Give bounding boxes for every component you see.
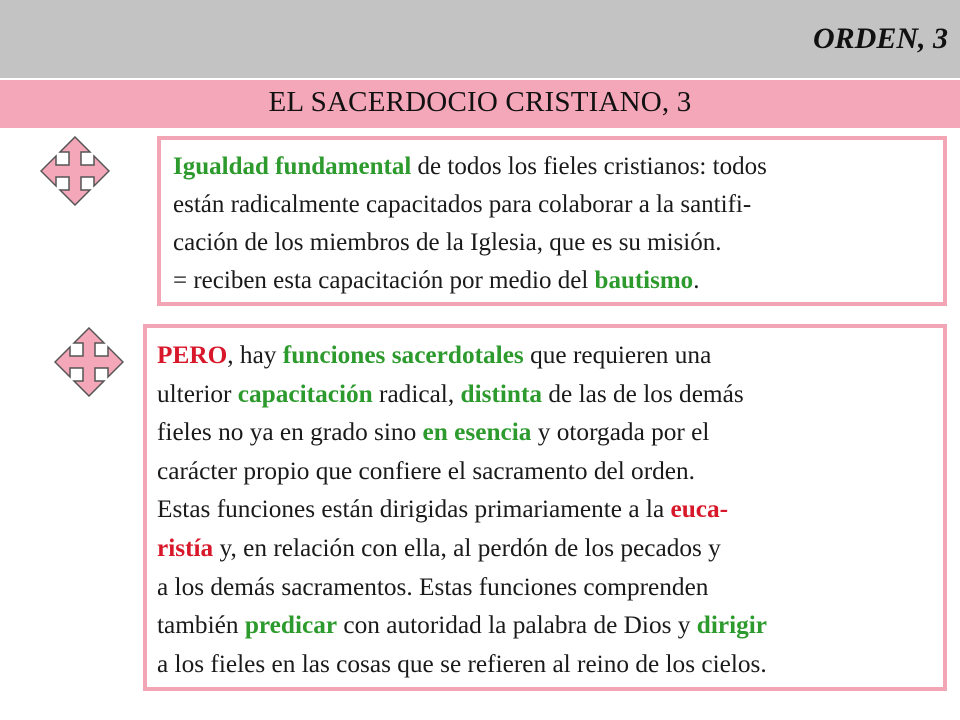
- four-way-arrow-icon: [54, 327, 124, 397]
- page-title: EL SACERDOCIO CRISTIANO, 3: [268, 86, 692, 118]
- box2-text: Estas funciones están dirigidas primariamente a la: [157, 495, 671, 524]
- highlight-eucaristia-1: euca-: [670, 495, 729, 524]
- box1-text: .: [693, 267, 700, 294]
- highlight-dirigir: dirigir: [696, 611, 768, 640]
- highlight-capacitacion: capacitación: [237, 379, 373, 408]
- box2-line-8: [157, 606, 943, 645]
- box2-line-4: carácter propio que confiere el sacramento del orden.: [157, 456, 695, 485]
- box2-line-5: [157, 490, 943, 529]
- highlight-predicar: predicar: [244, 611, 338, 640]
- box2-line-9: a los fieles en las cosas que se refieren al reino de los cielos.: [157, 649, 767, 678]
- text-box-pero: [143, 324, 947, 691]
- box2-text: , hay: [227, 341, 283, 369]
- highlight-eucaristia-2: ristía: [157, 533, 214, 562]
- box1-text: de todos los fieles cristianos: todos: [411, 153, 767, 180]
- box2-line-6: [157, 529, 943, 568]
- four-way-arrow-icon: [40, 136, 110, 206]
- box2-line-1: [157, 336, 943, 375]
- highlight-distinta: distinta: [460, 379, 543, 408]
- box1-line-1: [173, 148, 943, 186]
- box2-text: y, en relación con ella, al perdón de los pecados y: [213, 533, 721, 562]
- highlight-pero: PERO: [157, 341, 228, 369]
- box2-text: de las de los demás: [542, 379, 744, 408]
- box1-line-3: cación de los miembros de la Iglesia, que es su misión.: [173, 229, 722, 256]
- box2-line-7: a los demás sacramentos. Estas funciones comprenden: [157, 572, 709, 601]
- corner-title: ORDEN, 3: [812, 22, 948, 55]
- box2-text: radical,: [372, 379, 461, 408]
- box2-line-2: [157, 375, 943, 414]
- highlight-funciones-sacerdotales: funciones sacerdotales: [282, 341, 524, 369]
- highlight-bautismo: bautismo: [594, 267, 694, 294]
- box2-text: con autoridad la palabra de Dios y: [337, 611, 697, 640]
- box1-line-4: [173, 262, 943, 300]
- box2-text: que requieren una: [523, 341, 712, 369]
- box2-line-3: [157, 413, 943, 452]
- box2-text: ulterior: [157, 379, 238, 408]
- box2-text: y otorgada por el: [531, 418, 710, 447]
- box1-text: = reciben esta capacitación por medio del: [173, 267, 595, 294]
- text-box-igualdad: [157, 136, 947, 306]
- box2-text: también: [157, 611, 245, 640]
- highlight-igualdad-fundamental: Igualdad fundamental: [173, 153, 412, 180]
- box2-text: fieles no ya en grado sino: [157, 418, 423, 447]
- highlight-en-esencia: en esencia: [422, 418, 532, 447]
- box1-line-2: están radicalmente capacitados para colaborar a la santifi-: [173, 191, 752, 218]
